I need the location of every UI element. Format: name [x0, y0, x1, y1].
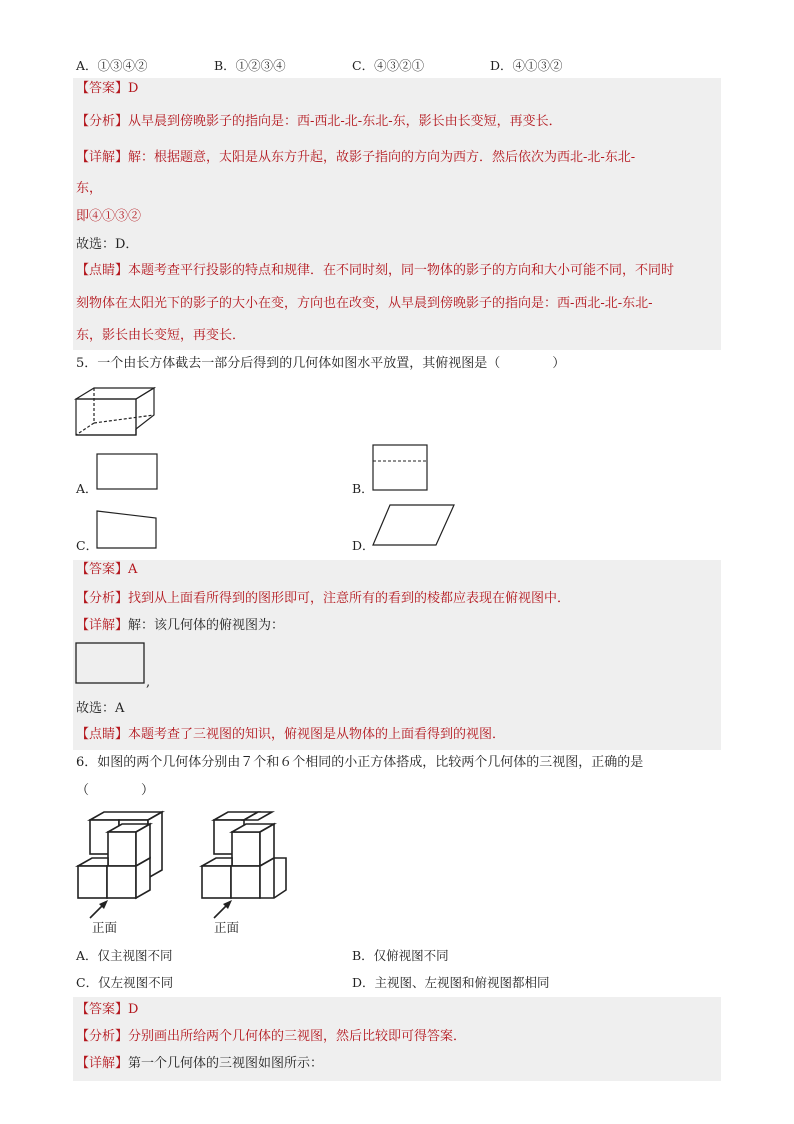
q5-option-c-trapezoid [96, 510, 158, 550]
answer-tag: 【答案】 [76, 562, 129, 577]
q5-comment-line [76, 726, 505, 744]
answer-value: A [128, 562, 138, 577]
comment-tag: 【点睛】 [76, 727, 129, 742]
q5-option-b-rectangle-dashed [372, 444, 428, 492]
q6-stem-line-2: （ ） [76, 783, 155, 798]
analysis-text: 分别画出所给两个几何体的三视图，然后比较即可得答案． [128, 1029, 467, 1044]
answer-tag: 【答案】 [76, 1002, 129, 1017]
detail-tag: 【详解】 [76, 1056, 129, 1071]
q5-choose: 故选：A [76, 701, 125, 716]
q5-answer-line [76, 561, 137, 579]
comment-tag: 【点睛】 [76, 263, 129, 278]
q5-option-b-label: B． [352, 481, 374, 496]
q5-option-a-label: A． [76, 481, 98, 496]
q4-detail-line-2: 东， [76, 181, 103, 196]
q5-stem: 5．一个由长方体截去一部分后得到的几何体如图水平放置，其俯视图是（ ） [76, 356, 566, 371]
answer-value: D [128, 81, 139, 96]
detail-tag: 【详解】 [76, 618, 129, 633]
analysis-tag: 【分析】 [76, 114, 129, 129]
q5-option-c-label: C． [76, 538, 99, 553]
q4-comment-line-2: 刻物体在太阳光下的影子的大小在变，方向也在改变，从早晨到傍晚影子的指向是：西-西北-北-东北- [76, 296, 653, 311]
detail-text: 解：根据题意，太阳是从东方升起，故影子指向的方向为西方．然后依次为西北-北-东北- [128, 150, 636, 165]
analysis-text: 找到从上面看所得到的图形即可，注意所有的看到的棱都应表现在俯视图中． [128, 591, 571, 606]
q6-front-arrow-2 [212, 898, 234, 920]
q4-option-b: B．①②③④ [214, 58, 286, 73]
q4-option-a: A．①③④② [76, 58, 148, 73]
q6-option-d: D．主视图、左视图和俯视图都相同 [352, 975, 550, 990]
q5-detail-comma: , [146, 675, 151, 690]
q4-choose: 故选：D． [76, 237, 139, 252]
analysis-text: 从早晨到傍晚影子的指向是：西-西北-北-东北-东，影长由长变短，再变长． [128, 114, 562, 129]
q4-comment-line-3: 东，影长由长变短，再变长． [76, 328, 246, 343]
q5-option-d-parallelogram [372, 504, 456, 548]
q5-analysis-line [76, 590, 570, 608]
q6-stem-line-1: 6．如图的两个几何体分别由７个和６个相同的小正方体搭成，比较两个几何体的三视图，正确的是 [76, 755, 644, 770]
q5-top-view-rectangle [75, 642, 147, 686]
q6-front-label-1: 正面 [92, 920, 118, 935]
q4-option-d: D．④①③② [490, 58, 563, 73]
q6-detail-line [76, 1055, 323, 1073]
q6-option-a: A．仅主视图不同 [76, 948, 173, 963]
comment-text: 本题考查平行投影的特点和规律．在不同时刻，同一物体的影子的方向和大小可能不同，不同时 [128, 263, 675, 278]
q5-option-a-rectangle [96, 453, 158, 491]
q6-option-b: B．仅俯视图不同 [352, 948, 449, 963]
detail-text: 第一个几何体的三视图如图所示： [128, 1056, 324, 1071]
q4-answer-line [76, 80, 138, 98]
q5-explanation-block [73, 560, 721, 750]
detail-text: 解：该几何体的俯视图为： [128, 618, 285, 633]
q6-front-label-2: 正面 [214, 920, 240, 935]
q4-comment-line-1 [76, 262, 674, 280]
q6-solid-1-figure [74, 810, 166, 900]
q6-answer-line [76, 1001, 138, 1019]
q4-detail-line-1 [76, 149, 635, 167]
q6-front-arrow-1 [88, 898, 110, 920]
q4-analysis-line [76, 113, 562, 131]
q6-solid-2-figure [198, 810, 290, 900]
q5-detail-line [76, 617, 284, 635]
analysis-tag: 【分析】 [76, 591, 129, 606]
q6-option-c: C．仅左视图不同 [76, 975, 174, 990]
q5-cut-cuboid-figure [70, 385, 160, 440]
q4-detail-line-3: 即④①③② [76, 209, 142, 224]
analysis-tag: 【分析】 [76, 1029, 129, 1044]
q5-option-d-label: D． [352, 538, 375, 553]
q4-option-c: C．④③②① [352, 58, 425, 73]
q6-analysis-line [76, 1028, 466, 1046]
detail-tag: 【详解】 [76, 150, 129, 165]
answer-value: D [128, 1002, 139, 1017]
answer-tag: 【答案】 [76, 81, 129, 96]
comment-text: 本题考查了三视图的知识，俯视图是从物体的上面看得到的视图． [128, 727, 506, 742]
